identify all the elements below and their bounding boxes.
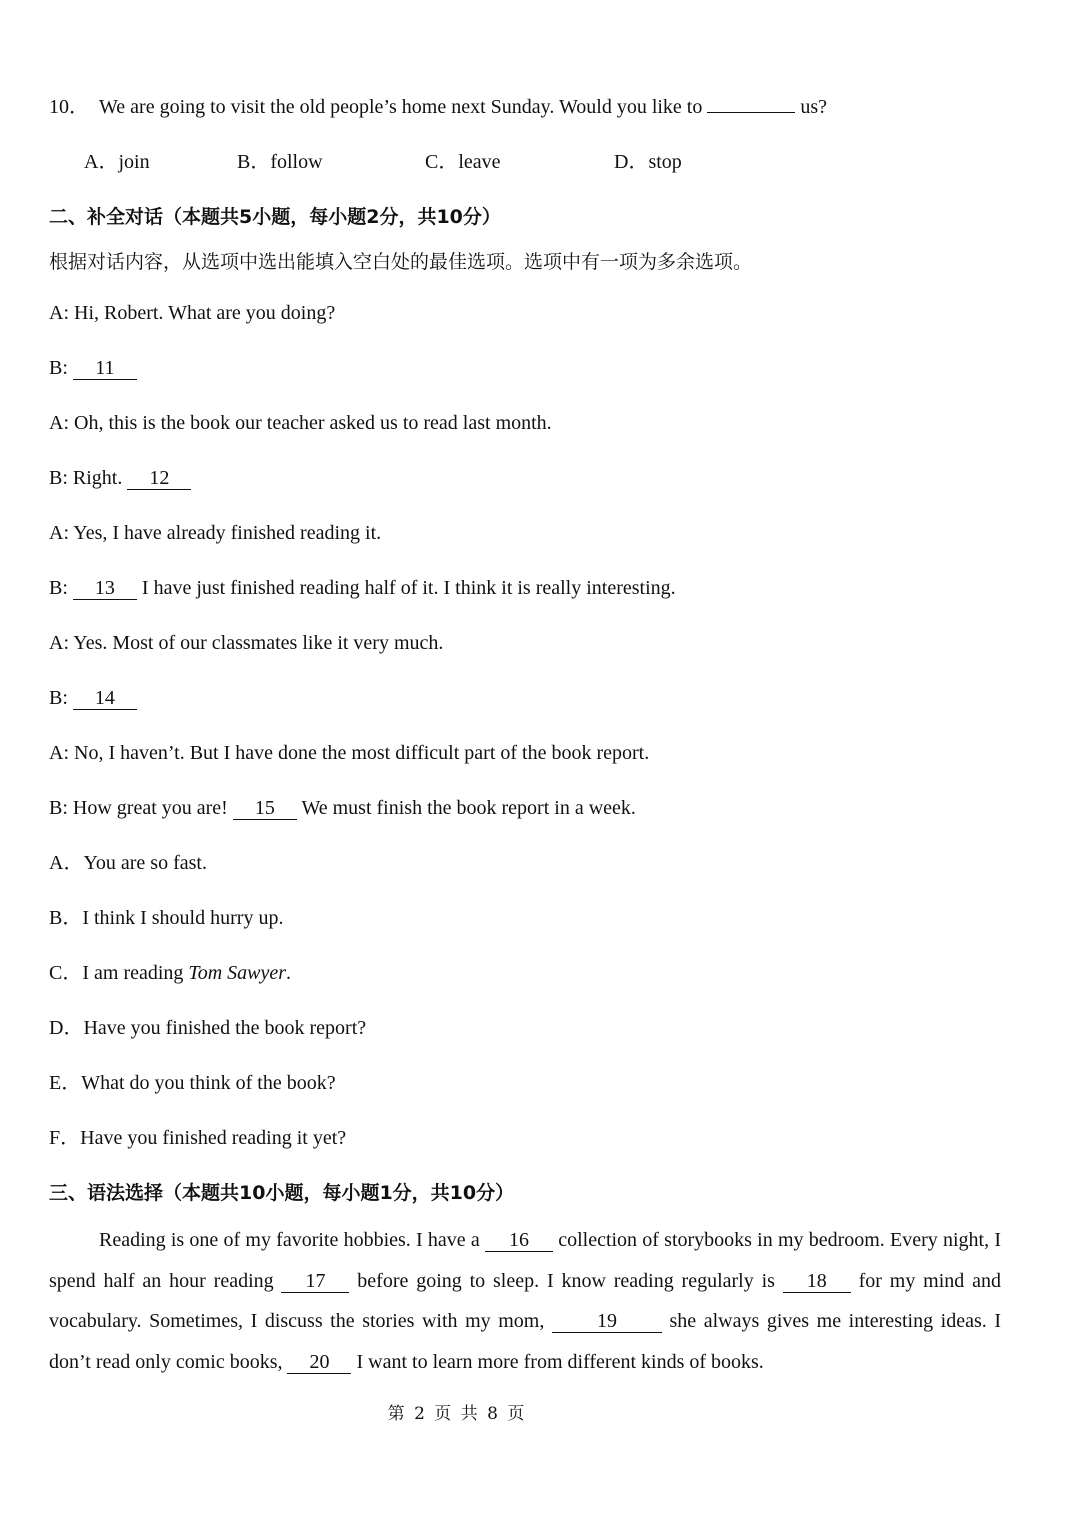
option-letter: C． — [425, 151, 459, 173]
passage-text: for my mind and vocabulary. Sometimes, I discuss the stories with my mom, — [49, 1269, 1001, 1332]
option-letter: B． — [49, 907, 83, 929]
answer-blank-12[interactable]: 12 — [127, 467, 191, 490]
page-number: 第 2 页 共 8 页 — [387, 1404, 527, 1424]
option-letter: A． — [84, 151, 119, 173]
dialogue-option-d[interactable] — [49, 1014, 366, 1042]
dialogue-line-2 — [49, 354, 137, 382]
dialogue-text: I have just finished reading half of it. I think it is really interesting. — [136, 577, 676, 599]
option-text: Have you finished the book report? — [83, 1017, 367, 1039]
dialogue-option-f[interactable] — [49, 1124, 346, 1152]
option-text: I think I should hurry up. — [82, 907, 284, 929]
question-10 — [49, 93, 827, 121]
option-text-end: . — [286, 962, 292, 984]
dialogue-text: B: How great you are! — [49, 797, 233, 819]
option-text: You are so fast. — [83, 852, 207, 874]
answer-blank-19[interactable]: 19 — [552, 1310, 662, 1333]
dialogue-text: We must finish the book report in a week. — [296, 797, 636, 819]
option-letter: B． — [237, 151, 271, 173]
option-text: stop — [648, 151, 682, 173]
answer-blank-20[interactable]: 20 — [287, 1351, 351, 1374]
option-letter: D． — [614, 151, 649, 173]
answer-blank-11[interactable]: 11 — [73, 357, 137, 380]
option-text: leave — [458, 151, 501, 173]
dialogue-line-7: A: Yes. Most of our classmates like it very much. — [49, 632, 444, 654]
speaker-label: B: — [49, 577, 73, 599]
dialogue-option-c[interactable] — [49, 959, 291, 987]
section-3-heading: 三、语法选择（本题共10小题，每小题1分，共10分） — [49, 1182, 515, 1204]
question-text: We are going to visit the old people’s home next Sunday. Would you like to — [99, 96, 703, 118]
dialogue-option-e[interactable] — [49, 1069, 336, 1097]
dialogue-line-10 — [49, 794, 636, 822]
answer-blank-18[interactable]: 18 — [783, 1270, 851, 1293]
dialogue-text: B: Right. — [49, 467, 128, 489]
book-title: Tom Sawyer — [188, 962, 287, 984]
dialogue-line-9: A: No, I haven’t. But I have done the most difficult part of the book report. — [49, 742, 650, 764]
option-d[interactable] — [614, 148, 682, 176]
section-2-instruction: 根据对话内容，从选项中选出能填入空白处的最佳选项。选项中有一项为多余选项。 — [49, 251, 753, 273]
section-2-heading: 二、补全对话（本题共5小题，每小题2分，共10分） — [49, 206, 501, 228]
dialogue-line-1: A: Hi, Robert. What are you doing? — [49, 302, 336, 324]
dialogue-option-b[interactable] — [49, 904, 283, 932]
grammar-passage — [49, 1220, 1001, 1382]
option-letter: C． — [49, 962, 83, 984]
dialogue-option-a[interactable] — [49, 849, 207, 877]
option-text: What do you think of the book? — [81, 1072, 336, 1094]
answer-blank[interactable] — [707, 112, 795, 113]
answer-blank-14[interactable]: 14 — [73, 687, 137, 710]
speaker-label: B: — [49, 357, 73, 379]
answer-blank-13[interactable]: 13 — [73, 577, 137, 600]
answer-blank-16[interactable]: 16 — [485, 1229, 553, 1252]
dialogue-line-4 — [49, 464, 191, 492]
dialogue-line-6 — [49, 574, 676, 602]
option-text: follow — [270, 151, 323, 173]
speaker-label: B: — [49, 687, 73, 709]
option-b[interactable] — [237, 148, 323, 176]
passage-text: collection of storybooks in my bedroom. Every night, I spend half an hour reading — [49, 1229, 1001, 1292]
dialogue-line-8 — [49, 684, 137, 712]
option-text: I am reading — [82, 962, 189, 984]
dialogue-line-5: A: Yes, I have already finished reading it. — [49, 522, 382, 544]
dialogue-line-3: A: Oh, this is the book our teacher asked us to read last month. — [49, 412, 552, 434]
option-text: Have you finished reading it yet? — [80, 1127, 347, 1149]
option-letter: D． — [49, 1017, 84, 1039]
option-letter: E． — [49, 1072, 82, 1094]
option-c[interactable] — [425, 148, 501, 176]
passage-text: I want to learn more from different kinds of books. — [351, 1350, 764, 1373]
option-letter: F． — [49, 1127, 81, 1149]
passage-text: before going to sleep. I know reading regularly is — [349, 1269, 783, 1292]
answer-blank-17[interactable]: 17 — [281, 1270, 349, 1293]
option-letter: A． — [49, 852, 84, 874]
answer-blank-15[interactable]: 15 — [233, 797, 297, 820]
passage-text: Reading is one of my favorite hobbies. I have a — [99, 1229, 485, 1251]
option-text: join — [118, 151, 150, 173]
question-number: 10． — [49, 96, 89, 118]
passage-text: she always gives me interesting ideas. I don’t read only comic books, — [49, 1310, 1001, 1373]
question-text-end: us? — [800, 96, 828, 118]
option-a[interactable] — [84, 148, 150, 176]
